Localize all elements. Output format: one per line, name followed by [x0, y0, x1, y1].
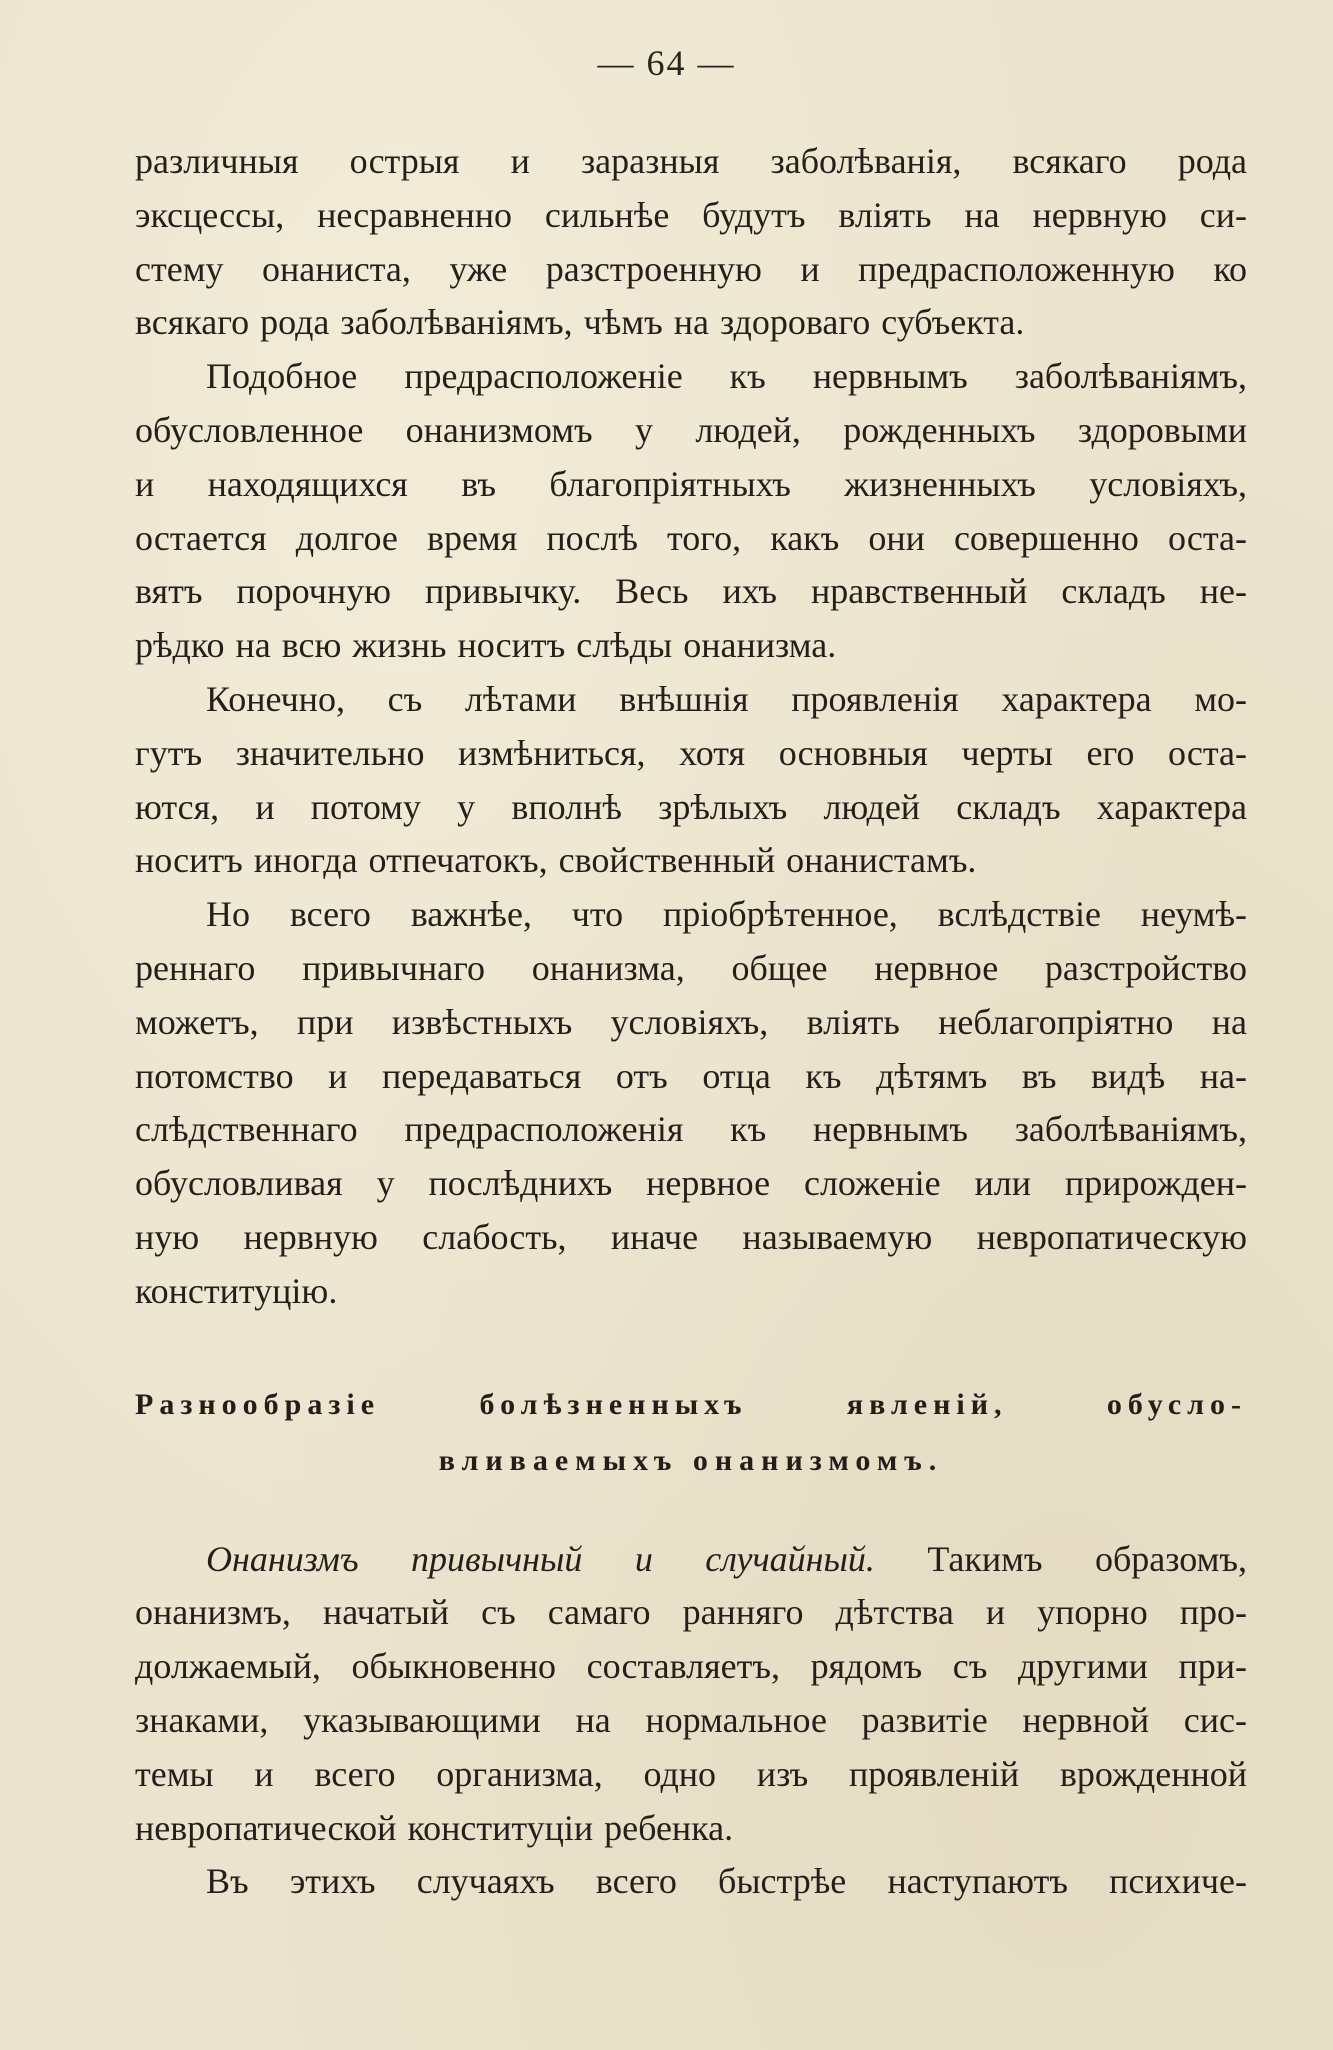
section-paragraph-1 [135, 1533, 1247, 1856]
paragraph-1 [135, 135, 1247, 350]
page-body [135, 135, 1247, 1909]
section-heading [135, 1377, 1247, 1489]
text-line: Подобное предрасположеніе къ нервнымъ заболѣваніямъ, [206, 356, 1247, 397]
page-number: — 64 — [597, 43, 736, 83]
text-line: должаемый, обыкновенно составляетъ, рядомъ съ другими при- [135, 1646, 1247, 1687]
paragraph-3 [135, 673, 1247, 888]
text-line: Въ этихъ случаяхъ всего быстрѣе наступаютъ психиче- [206, 1861, 1247, 1902]
text-line: носитъ иногда отпечатокъ, свойственный онанистамъ. [135, 840, 977, 881]
text-line: гутъ значительно измѣниться, хотя основныя черты его оста- [135, 732, 1247, 773]
paragraph-2 [135, 350, 1247, 673]
text-line: эксцессы, несравненно сильнѣе будутъ влiять на нервную си- [135, 194, 1247, 235]
text-line: потомство и передаваться отъ отца къ дѣтямъ въ видѣ на- [135, 1055, 1247, 1096]
text-line: знаками, указывающими на нормальное развитіе нервной сис- [135, 1699, 1247, 1740]
text-line: обусловленное онанизмомъ у людей, рожденныхъ здоровыми [135, 409, 1247, 450]
text-line: слѣдственнаго предрасположенія къ нервнымъ заболѣваніямъ, [135, 1109, 1247, 1150]
section-paragraph-2 [135, 1855, 1247, 1909]
text-line: всякаго рода заболѣваніямъ, чѣмъ на здороваго субъекта. [135, 302, 1025, 343]
text-line: ются, и потому у вполнѣ зрѣлыхъ людей складъ характера [135, 786, 1247, 827]
text-line: обусловливая у послѣднихъ нервное сложеніе или прирожден- [135, 1163, 1247, 1204]
text-line: остается долгое время послѣ того, какъ они совершенно оста- [135, 517, 1247, 558]
text-line: стему онаниста, уже разстроенную и предрасположенную ко [135, 248, 1247, 289]
paragraph-4 [135, 888, 1247, 1318]
text-line: онанизмъ, начатый съ самаго ранняго дѣтства и упорно про- [135, 1592, 1247, 1633]
text-line: вятъ порочную привычку. Весь ихъ нравственный складъ не- [135, 571, 1247, 612]
text-line [135, 1533, 1247, 1587]
text-line: различныя острыя и заразныя заболѣванія, всякаго рода [135, 141, 1247, 181]
section-heading-line-1: Разнообразіе болѣзненныхъ явленій, обусло- [135, 1387, 1247, 1421]
text-line: и находящихся въ благопріятныхъ жизненныхъ условіяхъ, [135, 463, 1247, 504]
text-line: ную нервную слабость, иначе называемую невропатическую [135, 1216, 1247, 1257]
text-line: конституцію. [135, 1270, 338, 1311]
text-line: невропатической конституціи ребенка. [135, 1807, 734, 1848]
text-line: Но всего важнѣе, что пріобрѣтенное, вслѣдствіе неумѣ- [206, 894, 1247, 935]
text-run: Такимъ образомъ, [874, 1538, 1247, 1579]
text-line: рѣдко на всю жизнь носитъ слѣды онанизма. [135, 625, 837, 666]
italic-subheading: Онанизмъ привычный и случайный. [206, 1538, 875, 1579]
section-heading-line-2: вливаемыхъ онанизмомъ. [438, 1443, 944, 1477]
text-line: темы и всего организма, одно изъ проявленій врожденной [135, 1753, 1247, 1794]
text-line: реннаго привычнаго онанизма, общее нервное разстройство [135, 947, 1247, 988]
text-line: Конечно, съ лѣтами внѣшнія проявленія характера мо- [206, 678, 1247, 719]
text-line: можетъ, при извѣстныхъ условіяхъ, влiять неблагопріятно на [135, 1001, 1247, 1042]
